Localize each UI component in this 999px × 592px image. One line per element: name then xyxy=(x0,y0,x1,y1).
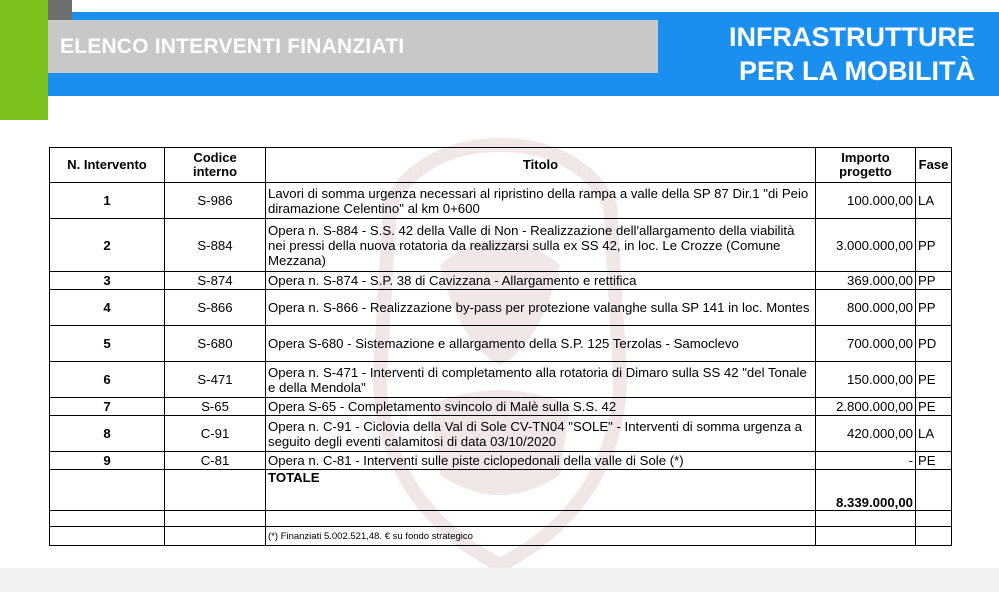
gray-corner-accent xyxy=(48,0,72,20)
row-codice: S-986 xyxy=(165,183,266,219)
row-fase: LA xyxy=(916,183,952,219)
row-codice: S-884 xyxy=(165,219,266,272)
row-importo: 3.000.000,00 xyxy=(816,219,916,272)
table-row xyxy=(50,290,952,326)
footnote-row xyxy=(50,527,952,546)
row-importo: 369.000,00 xyxy=(816,272,916,290)
row-importo: 100.000,00 xyxy=(816,183,916,219)
col-header-titolo: Titolo xyxy=(266,148,816,183)
row-titolo: Opera n. S-866 - Realizzazione by-pass per protezione valanghe sulla SP 141 in loc. Montes xyxy=(266,290,816,326)
category-title-line1: INFRASTRUTTURE xyxy=(729,22,975,52)
empty-cell xyxy=(165,511,266,527)
total-empty-codice xyxy=(165,470,266,511)
col-header-importo: Importo progetto xyxy=(816,148,916,183)
empty-cell xyxy=(50,511,165,527)
footnote: (*) Finanziati 5.002.521,48. € su fondo strategico xyxy=(266,527,816,546)
col-header-n: N. Intervento xyxy=(50,148,165,183)
table-row xyxy=(50,219,952,272)
row-codice: S-866 xyxy=(165,290,266,326)
row-fase: PD xyxy=(916,326,952,362)
row-fase: PP xyxy=(916,272,952,290)
category-title xyxy=(655,20,975,88)
interventions-table xyxy=(49,147,952,546)
row-fase: PE xyxy=(916,362,952,398)
empty-row xyxy=(50,511,952,527)
row-fase: PP xyxy=(916,290,952,326)
empty-cell xyxy=(816,527,916,546)
row-titolo: Opera n. S-471 - Interventi di completamento alla rotatoria di Dimaro sulla SS 42 "del Tonale e della Mendola" xyxy=(266,362,816,398)
row-fase: LA xyxy=(916,416,952,452)
row-codice: S-471 xyxy=(165,362,266,398)
row-number: 7 xyxy=(50,398,165,416)
row-titolo: Opera n. S-874 - S.P. 38 di Cavizzana - Allargamento e rettifica xyxy=(266,272,816,290)
table-header-row xyxy=(50,148,952,183)
empty-cell xyxy=(266,511,816,527)
row-codice: S-874 xyxy=(165,272,266,290)
row-importo: - xyxy=(816,452,916,470)
row-titolo: Opera S-65 - Completamento svincolo di Malè sulla S.S. 42 xyxy=(266,398,816,416)
row-number: 2 xyxy=(50,219,165,272)
table-row xyxy=(50,452,952,470)
row-importo: 2.800.000,00 xyxy=(816,398,916,416)
row-fase: PE xyxy=(916,452,952,470)
table-row xyxy=(50,272,952,290)
row-importo: 420.000,00 xyxy=(816,416,916,452)
total-value: 8.339.000,00 xyxy=(816,470,916,511)
col-header-fase: Fase xyxy=(916,148,952,183)
total-label: TOTALE xyxy=(266,470,816,511)
empty-cell xyxy=(916,511,952,527)
empty-cell xyxy=(816,511,916,527)
table-row xyxy=(50,416,952,452)
col-header-codice: Codice interno xyxy=(165,148,266,183)
section-title-box xyxy=(48,20,658,73)
table-row xyxy=(50,362,952,398)
category-title-line2: PER LA MOBILITÀ xyxy=(739,56,975,86)
total-empty-fase xyxy=(916,470,952,511)
row-titolo: Lavori di somma urgenza necessari al ripristino della rampa a valle della SP 87 Dir.1 "di Peio diramazione Celentino" al km 0+600 xyxy=(266,183,816,219)
section-title: ELENCO INTERVENTI FINANZIATI xyxy=(60,34,405,58)
row-titolo: Opera n. C-81 - Interventi sulle piste ciclopedonali della valle di Sole (*) xyxy=(266,452,816,470)
row-number: 3 xyxy=(50,272,165,290)
green-accent-bar xyxy=(0,0,48,120)
row-importo: 150.000,00 xyxy=(816,362,916,398)
row-number: 8 xyxy=(50,416,165,452)
row-titolo: Opera n. S-884 - S.S. 42 della Valle di Non - Realizzazione dell'allargamento della viabilità nei pressi della nuova rotatoria da realizzarsi sulla ex SS 42, in loc. Le Crozze (Comune Mezzana) xyxy=(266,219,816,272)
row-number: 9 xyxy=(50,452,165,470)
row-number: 1 xyxy=(50,183,165,219)
row-number: 4 xyxy=(50,290,165,326)
row-fase: PE xyxy=(916,398,952,416)
empty-cell xyxy=(50,527,165,546)
row-codice: C-91 xyxy=(165,416,266,452)
total-row xyxy=(50,470,952,511)
row-number: 5 xyxy=(50,326,165,362)
empty-cell xyxy=(916,527,952,546)
row-codice: S-680 xyxy=(165,326,266,362)
row-titolo: Opera n. C-91 - Ciclovia della Val di Sole CV-TN04 "SOLE" - Interventi di somma urgenza a seguito degli eventi calamitosi di data 03/10/2020 xyxy=(266,416,816,452)
bottom-shade xyxy=(0,568,999,592)
row-importo: 800.000,00 xyxy=(816,290,916,326)
table-row xyxy=(50,183,952,219)
table-row xyxy=(50,398,952,416)
row-number: 6 xyxy=(50,362,165,398)
total-empty-n xyxy=(50,470,165,511)
empty-cell xyxy=(165,527,266,546)
row-fase: PP xyxy=(916,219,952,272)
row-codice: C-81 xyxy=(165,452,266,470)
row-codice: S-65 xyxy=(165,398,266,416)
row-importo: 700.000,00 xyxy=(816,326,916,362)
row-titolo: Opera S-680 - Sistemazione e allargamento della S.P. 125 Terzolas - Samoclevo xyxy=(266,326,816,362)
table-row xyxy=(50,326,952,362)
